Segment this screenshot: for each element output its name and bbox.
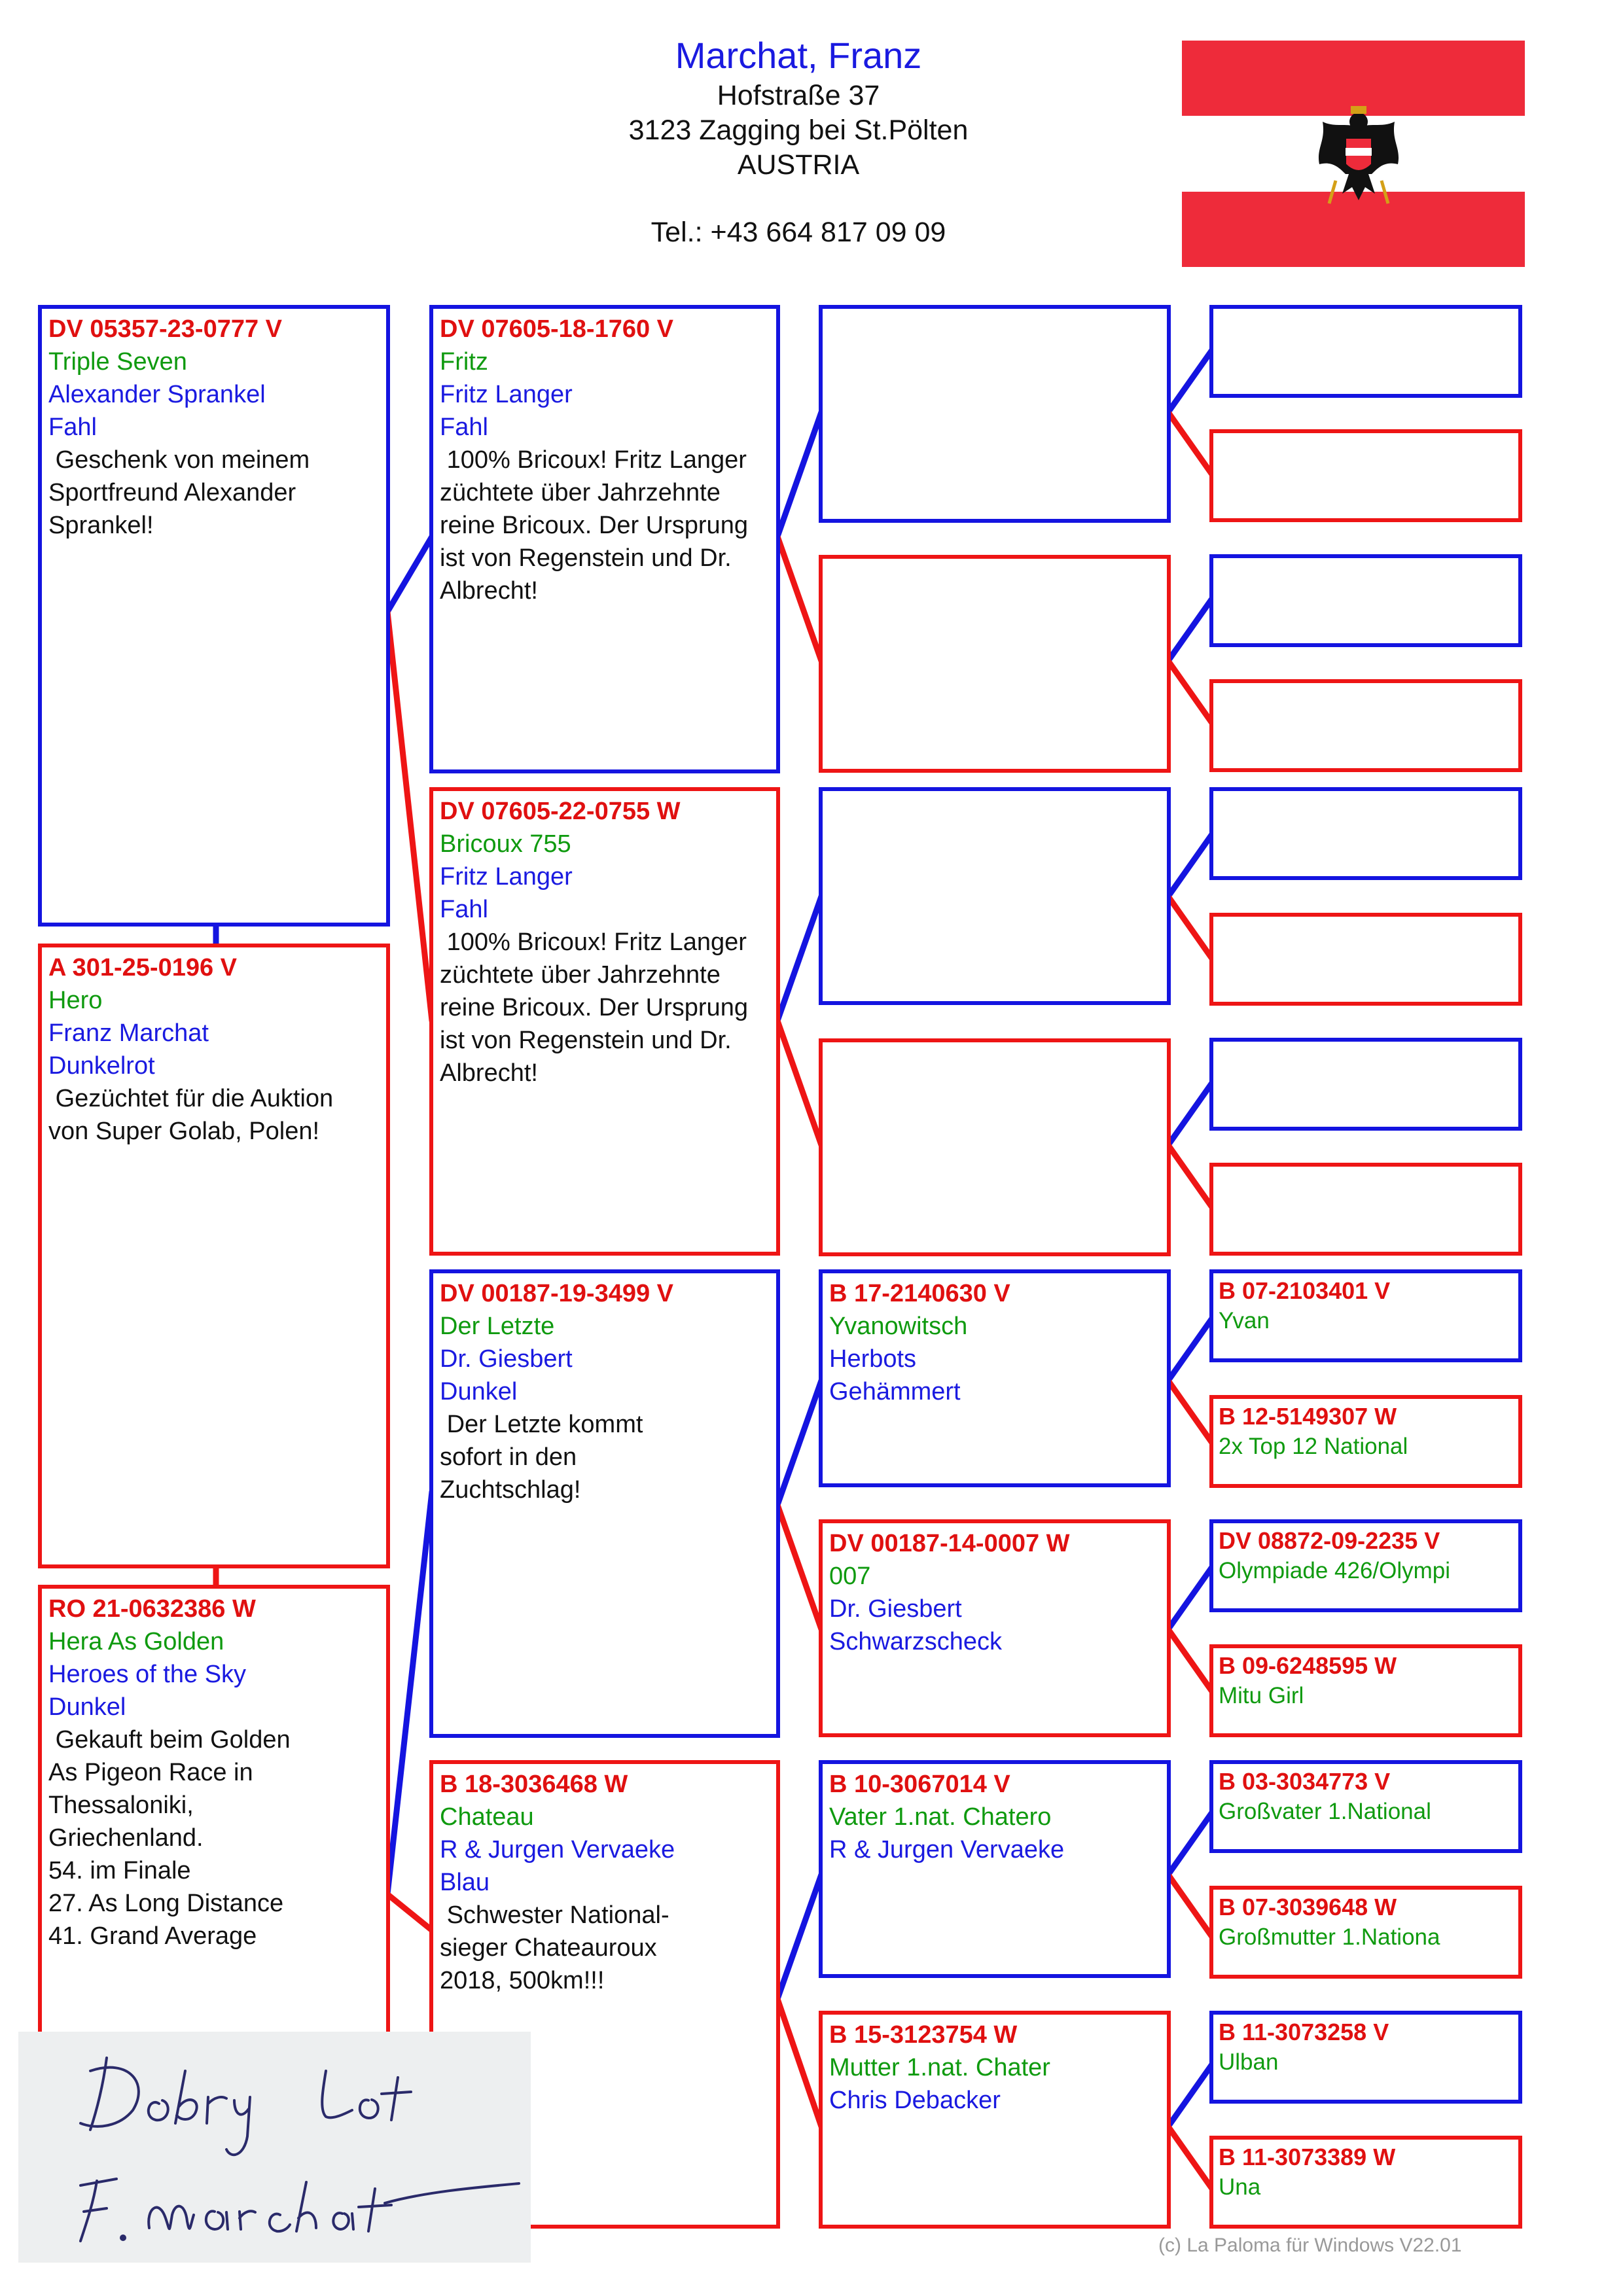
owner-street: Hofstraße 37 xyxy=(717,80,880,111)
pigeon-color: Dunkelrot xyxy=(48,1052,155,1080)
ring-number: DV 05357-23-0777 V xyxy=(48,315,283,343)
pigeon-note: Gezüchtet für die Auktion von Super Golab, Polen! xyxy=(48,1085,334,1145)
ring-number: B 03-3034773 V xyxy=(1219,1768,1391,1795)
breeder-name: Dr. Giesbert xyxy=(829,1595,962,1623)
ring-number: B 07-3039648 W xyxy=(1219,1894,1397,1920)
breeder-name: Fritz Langer xyxy=(440,381,573,408)
pigeon-name: Bricoux 755 xyxy=(440,830,571,858)
breeder-name: Dr. Giesbert xyxy=(440,1345,573,1373)
pigeon-name: Hera As Golden xyxy=(48,1628,224,1655)
pigeon-note: 100% Bricoux! Fritz Langer züchtete über Jahrzehnte reine Bricoux. Der Ursprung ist von Regenstein und Dr. Albrecht! xyxy=(440,446,748,605)
pigeon-card-empty[interactable] xyxy=(819,555,1171,773)
austria-flag xyxy=(1182,41,1525,267)
owner-name: Marchat, Franz xyxy=(675,35,922,76)
breeder-name: Alexander Sprankel xyxy=(48,381,266,408)
pigeon-card-empty[interactable] xyxy=(1209,1038,1522,1131)
breeder-name: R & Jurgen Vervaeke xyxy=(829,1836,1065,1863)
owner-city: 3123 Zagging bei St.Pölten xyxy=(628,115,969,146)
pigeon-note: 100% Bricoux! Fritz Langer züchtete über Jahrzehnte reine Bricoux. Der Ursprung ist von Regenstein und Dr. Albrecht! xyxy=(440,928,748,1087)
pigeon-card-gen4[interactable] xyxy=(1209,1644,1522,1737)
pigeon-card-dam-dam-dam[interactable] xyxy=(819,2011,1171,2229)
pigeon-name: Mitu Girl xyxy=(1219,1683,1304,1708)
pigeon-note: Schwester National- sieger Chateauroux 2018, 500km!!! xyxy=(440,1901,669,1994)
pigeon-name: Yvan xyxy=(1219,1308,1270,1333)
ring-number: RO 21-0632386 W xyxy=(48,1595,256,1623)
pigeon-name: Fritz xyxy=(440,348,488,376)
owner-header xyxy=(524,33,1073,250)
software-credit: (c) La Paloma für Windows V22.01 xyxy=(1158,2234,1462,2256)
pigeon-card-empty[interactable] xyxy=(819,305,1171,523)
ring-number: DV 00187-19-3499 V xyxy=(440,1280,674,1307)
pigeon-card-empty[interactable] xyxy=(1209,554,1522,647)
breeder-name: Chris Debacker xyxy=(829,2087,1001,2114)
pigeon-color: Fahl xyxy=(48,414,97,441)
pigeon-card-gen4[interactable] xyxy=(1209,1519,1522,1612)
pigeon-card-dam-sire[interactable] xyxy=(429,1269,780,1738)
ring-number: DV 08872-09-2235 V xyxy=(1219,1527,1440,1554)
pigeon-name: Triple Seven xyxy=(48,348,187,376)
pigeon-card-sire-dam[interactable] xyxy=(429,787,780,1256)
ring-number: B 15-3123754 W xyxy=(829,2021,1018,2049)
pigeon-card-dam-sire-dam[interactable] xyxy=(819,1519,1171,1737)
pigeon-note: Geschenk von meinem Sportfreund Alexander Sprankel! xyxy=(48,446,310,539)
ring-number: B 17-2140630 V xyxy=(829,1280,1010,1307)
pigeon-card-empty[interactable] xyxy=(1209,429,1522,522)
pigeon-note: Gekauft beim Golden As Pigeon Race in Thessaloniki, Griechenland. 54. im Finale 27. As Long Distance 41. Grand Average xyxy=(48,1726,291,1950)
pigeon-card-gen4[interactable] xyxy=(1209,1269,1522,1362)
ring-number: B 10-3067014 V xyxy=(829,1771,1010,1798)
ring-number: B 18-3036468 W xyxy=(440,1771,628,1798)
pigeon-card-empty[interactable] xyxy=(819,1038,1171,1256)
pigeon-color: Schwarzscheck xyxy=(829,1628,1002,1655)
pigeon-name: Großmutter 1.Nationa xyxy=(1219,1924,1440,1950)
pigeon-name: Hero xyxy=(48,987,103,1014)
pigeon-card-empty[interactable] xyxy=(1209,913,1522,1006)
owner-country: AUSTRIA xyxy=(737,149,860,181)
pigeon-name: Ulban xyxy=(1219,2049,1279,2075)
pigeon-card-sire-sire[interactable] xyxy=(429,305,780,773)
pigeon-card-gen4[interactable] xyxy=(1209,1760,1522,1853)
ring-number: DV 07605-22-0755 W xyxy=(440,798,681,825)
breeder-name: Franz Marchat xyxy=(48,1019,209,1047)
handwritten-signature xyxy=(18,2032,531,2263)
pigeon-color: Dunkel xyxy=(48,1693,126,1721)
breeder-name: Herbots xyxy=(829,1345,917,1373)
pigeon-card-gen4[interactable] xyxy=(1209,2011,1522,2104)
pigeon-card-empty[interactable] xyxy=(1209,305,1522,398)
pigeon-name: Großvater 1.National xyxy=(1219,1799,1431,1824)
pigeon-name: Chateau xyxy=(440,1803,534,1831)
ring-number: B 11-3073389 W xyxy=(1219,2144,1396,2170)
pigeon-card-empty[interactable] xyxy=(819,787,1171,1005)
breeder-name: Heroes of the Sky xyxy=(48,1661,247,1688)
pigeon-color: Blau xyxy=(440,1869,490,1896)
pigeon-name: Vater 1.nat. Chatero xyxy=(829,1803,1052,1831)
pigeon-name: 2x Top 12 National xyxy=(1219,1434,1408,1459)
pigeon-card-sire[interactable] xyxy=(38,305,390,927)
pigeon-name: Una xyxy=(1219,2174,1261,2200)
ring-number: DV 00187-14-0007 W xyxy=(829,1530,1070,1557)
pigeon-card-dam-dam-sire[interactable] xyxy=(819,1760,1171,1978)
pigeon-card-empty[interactable] xyxy=(1209,679,1522,772)
signature-scribble-icon xyxy=(18,2032,531,2263)
breeder-name: Fritz Langer xyxy=(440,863,573,891)
breeder-name: R & Jurgen Vervaeke xyxy=(440,1836,675,1863)
ring-number: B 11-3073258 V xyxy=(1219,2019,1389,2045)
pigeon-color: Dunkel xyxy=(440,1378,518,1405)
pigeon-name: 007 xyxy=(829,1563,871,1590)
ring-number: DV 07605-18-1760 V xyxy=(440,315,674,343)
pigeon-name: Olympiade 426/Olympi xyxy=(1219,1558,1451,1583)
pigeon-color: Fahl xyxy=(440,896,488,923)
eagle-coat-of-arms-icon xyxy=(1310,102,1408,213)
pigeon-color: Fahl xyxy=(440,414,488,441)
pigeon-card-empty[interactable] xyxy=(1209,1163,1522,1256)
ring-number: A 301-25-0196 V xyxy=(48,954,238,981)
pigeon-name: Mutter 1.nat. Chater xyxy=(829,2054,1050,2081)
pigeon-card-gen4[interactable] xyxy=(1209,1395,1522,1488)
pigeon-card-empty[interactable] xyxy=(1209,787,1522,880)
pigeon-card-gen4[interactable] xyxy=(1209,2136,1522,2229)
pigeon-color: Gehämmert xyxy=(829,1378,961,1405)
pigeon-card-subject[interactable] xyxy=(38,944,390,1568)
owner-phone: Tel.: +43 664 817 09 09 xyxy=(651,217,946,248)
pigeon-name: Der Letzte xyxy=(440,1313,555,1340)
pigeon-note: Der Letzte kommt sofort in den Zuchtschlag! xyxy=(440,1411,643,1504)
pigeon-card-gen4[interactable] xyxy=(1209,1886,1522,1979)
ring-number: B 07-2103401 V xyxy=(1219,1277,1391,1304)
ring-number: B 09-6248595 W xyxy=(1219,1652,1397,1679)
pigeon-name: Yvanowitsch xyxy=(829,1313,968,1340)
pigeon-card-dam-sire-sire[interactable] xyxy=(819,1269,1171,1487)
ring-number: B 12-5149307 W xyxy=(1219,1403,1397,1430)
